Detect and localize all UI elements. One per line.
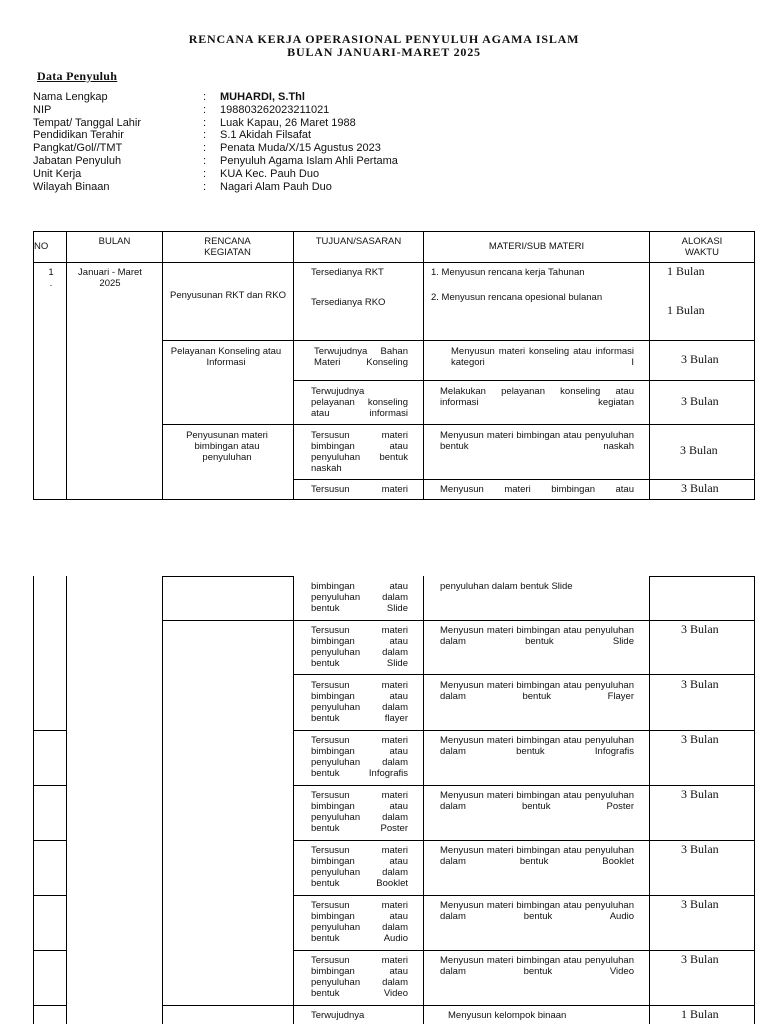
profile-value: 198803262023211021 — [220, 103, 330, 116]
material-cell: 1. Menyusun rencana kerja Tahunan — [431, 267, 585, 278]
profile-value: Nagari Alam Pauh Duo — [220, 180, 332, 193]
profile-value: Penyuluh Agama Islam Ahli Pertama — [220, 154, 398, 167]
target-cell: Tersedianya RKO — [311, 297, 386, 308]
profile-label: Nama Lengkap — [33, 91, 108, 103]
header-rencana: RENCANA KEGIATAN — [204, 236, 251, 258]
time-allocation: 3 Bulan — [681, 732, 719, 746]
target-cell: Tersusun materi bimbingan atau penyuluhan dalam bentuk Infografis — [311, 735, 408, 779]
material-cell: Menyusun materi bimbingan atau penyuluhan dalam bentuk Slide — [440, 625, 634, 647]
target-cell: bimbingan atau penyuluhan dalam bentuk Slide — [311, 581, 408, 614]
target-cell: Terwujudnya pelayanan konseling atau informasi — [311, 386, 408, 419]
profile-label: Tempat/ Tanggal Lahir — [33, 116, 142, 129]
time-allocation: 1 Bulan — [681, 1007, 719, 1021]
profile-value: Penata Muda/X/15 Agustus 2023 — [220, 142, 381, 155]
profile-value: MUHARDI, S.Thl — [220, 91, 305, 103]
time-allocation: 3 Bulan — [681, 622, 719, 636]
time-allocation: 1 Bulan — [667, 264, 705, 278]
target-cell: Tersusun materi bimbingan atau penyuluhan bentuk naskah — [311, 430, 408, 474]
profile-colon: : — [203, 154, 207, 167]
header-tujuan: TUJUAN/SASARAN — [315, 236, 402, 247]
time-allocation: 3 Bulan — [681, 842, 719, 856]
material-cell: Menyusun materi bimbingan atau penyuluhan dalam bentuk Infografis — [440, 735, 634, 757]
material-cell: Melakukan pelayanan konseling atau informasi kegiatan — [440, 386, 634, 408]
section-title-data-penyuluh: Data Penyuluh — [37, 69, 118, 83]
time-allocation: 3 Bulan — [681, 952, 719, 966]
target-cell: Tersusun materi bimbingan atau penyuluhan dalam bentuk Poster — [311, 790, 408, 834]
header-no: NO — [34, 241, 49, 252]
material-cell: Menyusun materi bimbingan atau penyuluhan dalam bentuk Flayer — [440, 680, 634, 702]
profile-label: Pendidikan Terahir — [33, 129, 124, 142]
target-cell: Tersusun materi bimbingan atau penyuluhan dalam bentuk Video — [311, 955, 408, 999]
time-allocation: 3 Bulan — [681, 394, 719, 408]
time-allocation: 3 Bulan — [681, 481, 719, 495]
material-cell: Menyusun materi bimbingan atau penyuluhan dalam bentuk Video — [440, 955, 634, 977]
material-cell: Menyusun materi bimbingan atau penyuluhan dalam bentuk Poster — [440, 790, 634, 812]
time-allocation: 3 Bulan — [681, 352, 719, 366]
time-allocation: 3 Bulan — [681, 677, 719, 691]
material-cell: Menyusun materi bimbingan atau penyuluhan dalam bentuk Booklet — [440, 845, 634, 867]
target-cell: Tersusun materi — [311, 484, 408, 495]
document-title-line2: BULAN JANUARI-MARET 2025 — [287, 45, 481, 59]
time-allocation: 3 Bulan — [680, 443, 718, 457]
time-allocation: 1 Bulan — [667, 303, 705, 317]
profile-value: S.1 Akidah Filsafat — [220, 129, 312, 142]
target-cell: Tersusun materi bimbingan atau penyuluhan dalam bentuk flayer — [311, 680, 408, 724]
activity-penyusunan-materi: Penyusunan materi bimbingan atau penyuluhan — [186, 430, 268, 463]
target-cell: Tersedianya RKT — [311, 267, 384, 278]
period-cell: Januari - Maret 2025 — [78, 267, 142, 289]
material-cell: Menyusun materi konseling atau informasi kategori I — [451, 346, 634, 368]
profile-colon: : — [203, 116, 207, 129]
activity-rkt-rko: Penyusunan RKT dan RKO — [169, 290, 286, 301]
time-allocation: 3 Bulan — [681, 787, 719, 801]
row-number: 1 . — [48, 267, 54, 289]
profile-label: Wilayah Binaan — [33, 180, 110, 193]
material-cell: penyuluhan dalam bentuk Slide — [440, 581, 573, 592]
profile-colon: : — [203, 180, 207, 193]
target-cell: Tersusun materi bimbingan atau penyuluhan dalam bentuk Booklet — [311, 845, 408, 889]
material-cell: 2. Menyusun rencana opesional bulanan — [431, 292, 603, 303]
material-cell: Menyusun materi bimbingan atau — [440, 484, 634, 495]
profile-colon: : — [203, 167, 207, 180]
material-cell: Menyusun materi bimbingan atau penyuluhan dalam bentuk Audio — [440, 900, 634, 922]
profile-label: Jabatan Penyuluh — [33, 154, 122, 167]
material-cell: Menyusun kelompok binaan — [448, 1010, 567, 1021]
time-allocation: 3 Bulan — [681, 897, 719, 911]
target-cell: Terwujudnya — [311, 1010, 365, 1021]
profile-value: Luak Kapau, 26 Maret 1988 — [220, 116, 356, 129]
profile-colon: : — [203, 129, 207, 142]
activity-konseling: Pelayanan Konseling atau Informasi — [170, 346, 282, 368]
header-materi: MATERI/SUB MATERI — [488, 241, 585, 252]
profile-colon: : — [203, 91, 207, 103]
header-alokasi: ALOKASI WAKTU — [681, 236, 723, 258]
profile-label: Unit Kerja — [33, 167, 82, 180]
profile-label: NIP — [33, 103, 52, 116]
target-cell: Tersusun materi bimbingan atau penyuluhan dalam bentuk Slide — [311, 625, 408, 669]
header-bulan: BULAN — [98, 236, 131, 247]
profile-label: Pangkat/Gol//TMT — [33, 142, 123, 155]
profile-value: KUA Kec. Pauh Duo — [220, 167, 320, 180]
target-cell: Terwujudnya Bahan Materi Konseling — [314, 346, 408, 368]
target-cell: Tersusun materi bimbingan atau penyuluhan dalam bentuk Audio — [311, 900, 408, 944]
document-title-line1: RENCANA KERJA OPERASIONAL PENYULUH AGAMA ISLAM — [188, 32, 580, 46]
profile-colon: : — [203, 103, 207, 116]
profile-colon: : — [203, 142, 207, 155]
material-cell: Menyusun materi bimbingan atau penyuluhan bentuk naskah — [440, 430, 634, 452]
